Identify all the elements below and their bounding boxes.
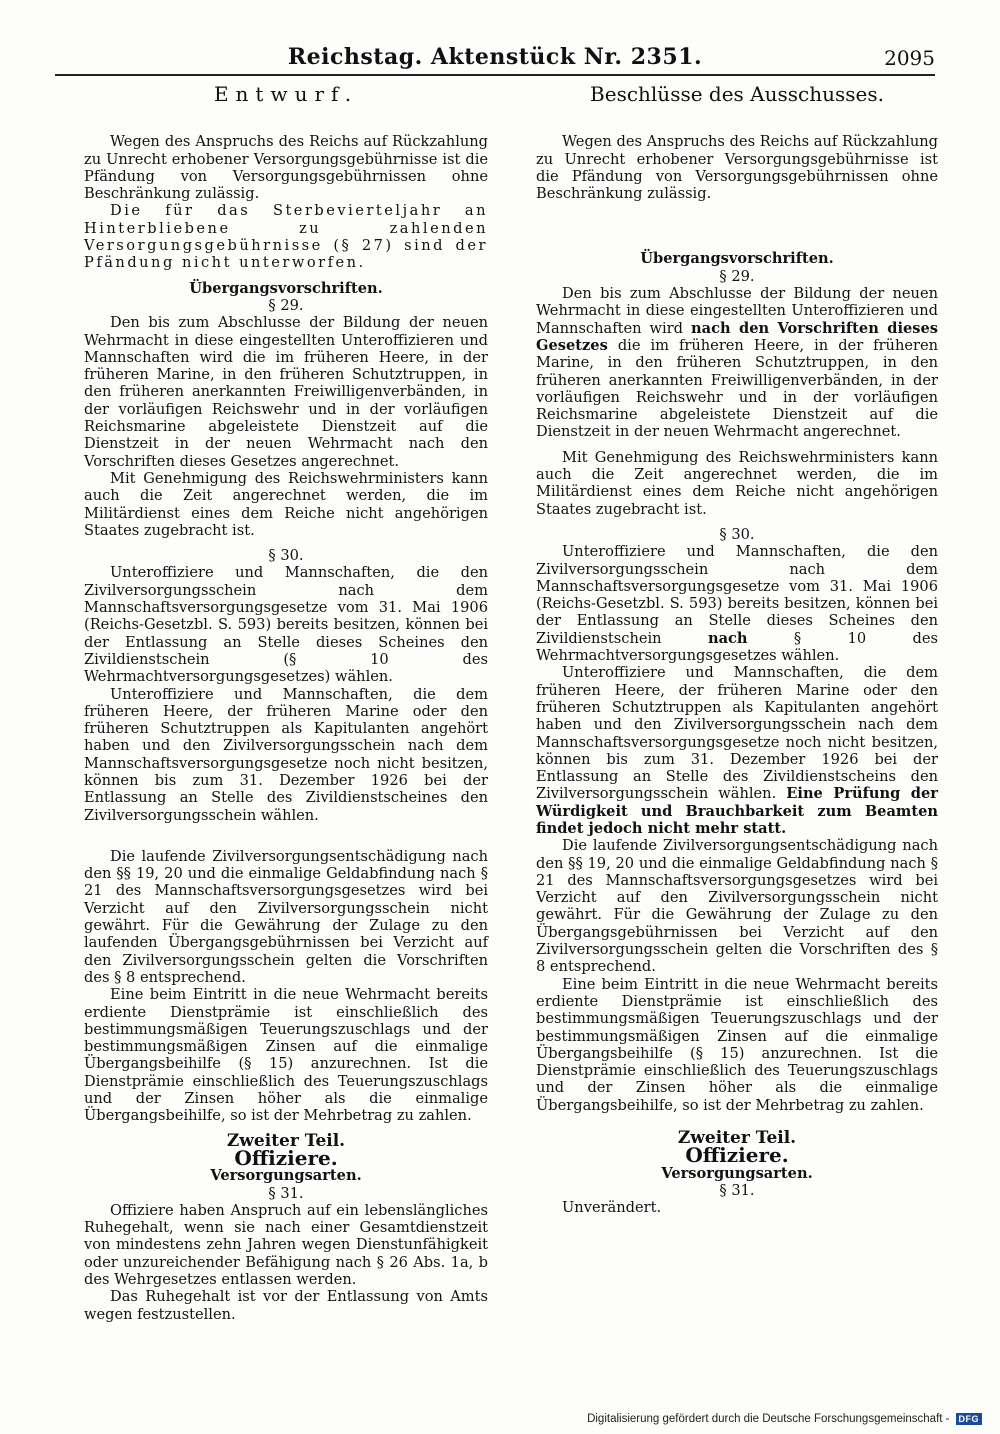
section-heading: Übergangsvorschriften. <box>640 250 834 268</box>
dfg-logo: DFG <box>956 1413 983 1425</box>
paragraph: Den bis zum Abschlusse der Bildung der neuen Wehrmacht in diese eingestellten Unteroffizieren und Mannschaften wird nach den Vorschriften dieses Gesetzes die im früheren Heere, in der früheren Marine, in den früheren Schutztruppen, in den früheren anerkannten Freiwilligenverbänden, in der vorläufigen Reichswehr und in der vorläufigen Reichsmarine abgeleistete Dienstzeit auf die Dienstzeit in der neuen Wehrmacht angerechnet. <box>536 285 939 441</box>
right-column-heading: Beschlüsse des Ausschusses. <box>590 82 884 106</box>
footer-text: Digitalisierung gefördert durch die Deutsche Forschungsgemeinschaft - <box>587 1413 950 1425</box>
amendment-bold: Eine Prüfung der Würdigkeit und Brauchbarkeit zum Beamten findet jedoch nicht mehr statt. <box>536 785 938 837</box>
chapter-heading: Offiziere. <box>234 1145 338 1170</box>
paragraph: Mit Genehmigung des Reichswehrministers kann auch die Zeit angerechnet werden, die im Militärdienst eines dem Reiche nicht angehörigen Staates zugebracht ist. <box>536 448 938 518</box>
section-number: § 29. <box>268 296 304 314</box>
section-number: § 31. <box>719 1181 755 1199</box>
running-title: Reichstag. Aktenstück Nr. 2351. <box>287 44 703 70</box>
section-number: § 30. <box>268 547 304 565</box>
paragraph: Unteroffiziere und Mannschaften, die dem früheren Heere, der früheren Marine oder den früheren Schutztruppen als Kapitulanten angehört haben und den Zivilversorgungsschein nach dem Mannschaftsversorgungsgesetze noch nicht besitzen, können bis zum 31. Dezember 1926 bei der Entlassung an Stelle des Zivildienstscheins den Zivilversorgungsschein wählen. Eine Prüfung der Würdigkeit und Brauchbarkeit zum Beamten findet jedoch nicht mehr statt. <box>536 664 938 837</box>
paragraph: Die laufende Zivilversorgungsentschädigung nach den §§ 19, 20 und die einmalige Geldabfindung nach § 21 des Mannschaftsversorgungsgesetzes wird bei Verzicht auf den Zivilversorgungsschein nicht gewährt. Für die Gewährung der Zulage zu den Übergangsgebührnissen bei Verzicht auf den Zivilversorgungsschein gelten die Vorschriften des § 8 entsprechend. <box>536 837 938 976</box>
section-heading: Versorgungsarten. <box>661 1164 813 1182</box>
left-column-heading: Entwurf. <box>213 82 359 106</box>
paragraph: Mit Genehmigung des Reichswehrministers kann auch die Zeit angerechnet werden, die im Militärdienst eines dem Reiche nicht angehörigen Staates zugebracht ist. <box>84 469 488 539</box>
paragraph: Die für das Sterbevierteljahr an Hinterbliebene zu zahlenden Versorgungsgebührnisse (§ 27) sind der Pfändung nicht unterworfen. <box>84 202 488 272</box>
paragraph: Unteroffiziere und Mannschaften, die dem früheren Heere, der früheren Marine oder den früheren Schutztruppen als Kapitulanten angehört haben und den Zivilversorgungsschein nach dem Mannschaftsversorgungsgesetze noch nicht besitzen, können bis zum 31. Dezember 1926 bei der Entlassung an Stelle des Zivildienstscheines den Zivilversorgungsschein wählen. <box>84 685 488 824</box>
page-number: 2095 <box>884 46 935 70</box>
page-header <box>55 44 935 76</box>
amendment-bold: nach den Vorschriften dieses Gesetzes <box>536 319 939 354</box>
paragraph: Unteroffiziere und Mannschaften, die den Zivilversorgungsschein nach dem Mannschaftsversorgungsgesetze vom 31. Mai 1906 (Reichs-Gesetzbl. S. 593) bereits besitzen, können bei der Entlassung an Stelle dieses Scheines den Zivildienstschein (§ 10 des Wehrmachtversorgungsgesetzes) wählen. <box>84 564 488 686</box>
paragraph: Unteroffiziere und Mannschaften, die den Zivilversorgungsschein nach dem Mannschaftsversorgungsgesetze vom 31. Mai 1906 (Reichs-Gesetzbl. S. 593) bereits besitzen, können bei der Entlassung an Stelle dieses Scheines den Zivildienstschein nach § 10 des Wehrmachtversorgungsgesetzes wählen. <box>536 543 939 665</box>
paragraph: Wegen des Anspruchs des Reichs auf Rückzahlung zu Unrecht erhobener Versorgungsgebührnisse ist die Pfändung von Versorgungsgebührnissen ohne Beschränkung zulässig. <box>536 133 938 203</box>
part-heading: Zweiter Teil. <box>226 1130 346 1151</box>
section-number: § 29. <box>719 267 755 285</box>
section-number: § 30. <box>719 525 755 543</box>
paragraph: Die laufende Zivilversorgungsentschädigung nach den §§ 19, 20 und die einmalige Geldabfindung nach § 21 des Mannschaftsversorgungsgesetzes wird bei Verzicht auf den Zivilversorgungsschein nicht gewährt. Für die Gewährung der Zulage zu den laufenden Übergangsgebührnissen bei Verzicht auf den Zivilversorgungsschein gelten die Vorschriften des § 8 entsprechend. <box>84 847 488 986</box>
paragraph: Eine beim Eintritt in die neue Wehrmacht bereits erdiente Dienstprämie ist einschließlich des bestimmungsmäßigen Teuerungszuschlags und der bestimmungsmäßigen Zinsen auf die einmalige Übergangsbeihilfe (§ 15) anzurechnen. Ist die Dienstprämie einschließlich des Teuerungszuschlags und der Zinsen höher als die einmalige Übergangsbeihilfe, so ist der Mehrbetrag zu zahlen. <box>536 975 938 1114</box>
right-column-beschluesse <box>536 82 939 1217</box>
paragraph: Offiziere haben Anspruch auf ein lebenslängliches Ruhegehalt, wenn sie nach einer Gesamtdienstzeit von mindestens zehn Jahren wegen Dienstunfähigkeit oder unzureichender Befähigung nach § 26 Abs. 1a, b des Wehrgesetzes entlassen werden. <box>84 1201 488 1288</box>
paragraph: Wegen des Anspruchs des Reichs auf Rückzahlung zu Unrecht erhobener Versorgungsgebührnisse ist die Pfändung von Versorgungsgebührnissen ohne Beschränkung zulässig. <box>84 133 488 203</box>
section-heading: Übergangsvorschriften. <box>189 279 383 297</box>
amendment-bold: nach <box>707 629 748 647</box>
section-number: § 31. <box>268 1184 304 1202</box>
chapter-heading: Offiziere. <box>685 1143 789 1168</box>
part-heading: Zweiter Teil. <box>677 1128 797 1149</box>
paragraph: Das Ruhegehalt ist vor der Entlassung von Amts wegen festzustellen. <box>84 1288 488 1323</box>
paragraph: Unverändert. <box>562 1199 662 1217</box>
section-heading: Versorgungsarten. <box>210 1167 362 1185</box>
paragraph: Den bis zum Abschlusse der Bildung der neuen Wehrmacht in diese eingestellten Unteroffizieren und Mannschaften wird die im früheren Heere, in der früheren Marine, in den früheren Schutztruppen, in den früheren anerkannten Freiwilligenverbänden, in der vorläufigen Reichswehr und in der vorläufigen Reichsmarine abgeleistete Dienstzeit auf die Dienstzeit in der neuen Wehrmacht nach den Vorschriften dieses Gesetzes angerechnet. <box>84 314 488 470</box>
digitization-footer <box>587 1413 982 1425</box>
left-column-entwurf <box>84 82 488 1323</box>
paragraph: Eine beim Eintritt in die neue Wehrmacht bereits erdiente Dienstprämie ist einschließlich des bestimmungsmäßigen Teuerungszuschlags und der bestimmungsmäßigen Zinsen auf die einmalige Übergangsbeihilfe (§ 15) anzurechnen. Ist die Dienstprämie einschließlich des Teuerungszuschlags und der Zinsen höher als die einmalige Übergangsbeihilfe, so ist der Mehrbetrag zu zahlen. <box>84 986 488 1125</box>
